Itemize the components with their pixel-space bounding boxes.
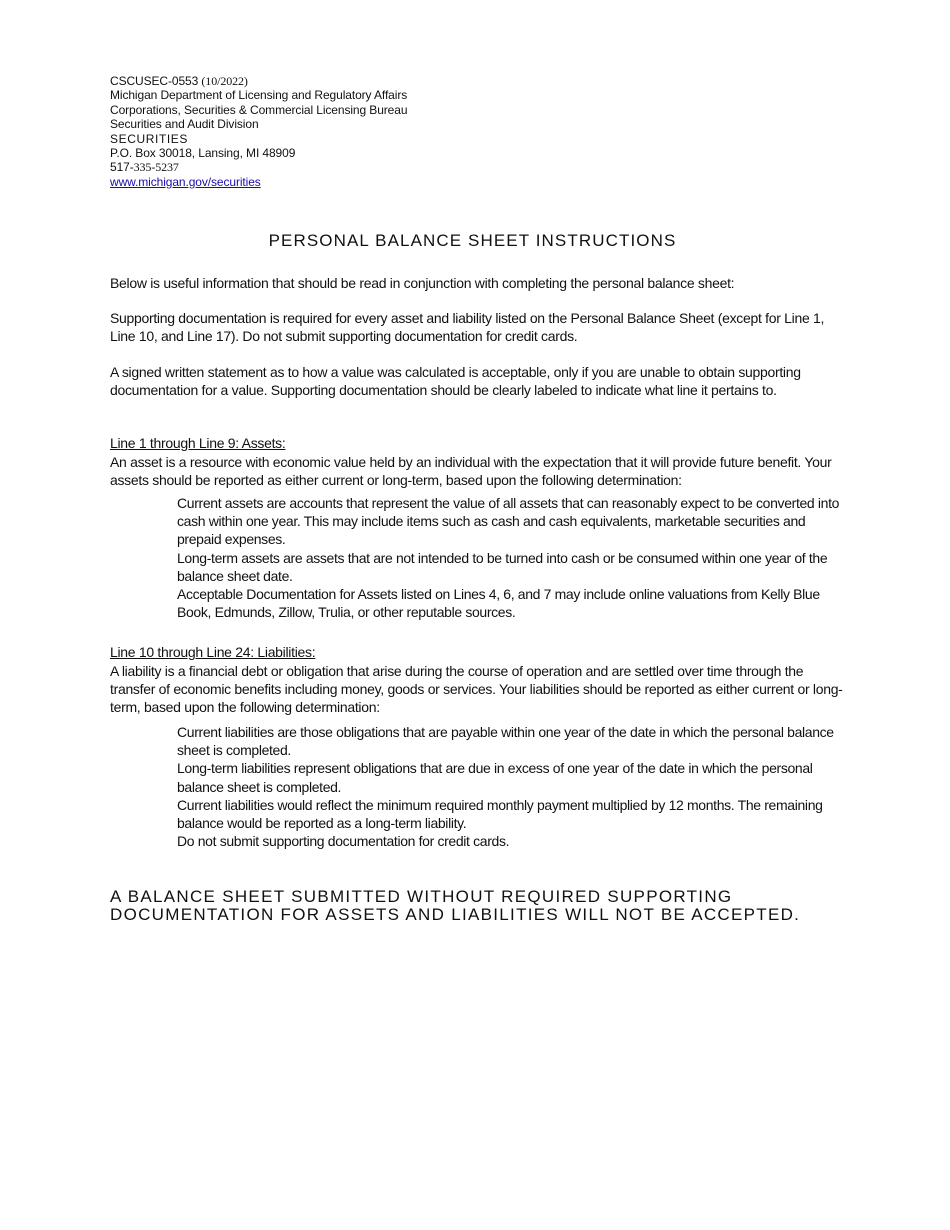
liabilities-description: A liability is a financial debt or obligation that arise during the course of operation and are settled over time through the transfer of economic benefits including money, goods or services. Your liabilities should be reported as either current or long-term, based upon the following determination: — [110, 663, 843, 716]
current-liabilities-item: Current liabilities are those obligations that are payable within one year of the date in which the personal balance sheet is completed. — [177, 724, 834, 759]
liabilities-heading: Line 10 through Line 24: Liabilities: — [110, 644, 316, 660]
department-name: Michigan Department of Licensing and Regulatory Affairs — [110, 88, 408, 103]
bureau-name: Corporations, Securities & Commercial Licensing Bureau — [110, 102, 408, 117]
phone-prefix: 517- — [110, 160, 134, 175]
current-assets-item: Current assets are accounts that represent the value of all assets that can reasonably expect to be converted into cash within one year. This may include items such as cash and cash equivalents, marketable securities and prepaid expenses. — [177, 495, 840, 548]
signed-statement-paragraph: A signed written statement as to how a value was calculated is acceptable, only if you are unable to obtain supporting documentation for a value. Supporting documentation should be clearly labeled to indicate what line it pertains to. — [110, 364, 801, 399]
phone-rest: 335-5237 — [133, 160, 179, 175]
division-name: Securities and Audit Division — [110, 117, 259, 132]
liabilities-details — [177, 723, 845, 850]
mailing-address: P.O. Box 30018, Lansing, MI 48909 — [110, 146, 296, 161]
monthly-payment-item: Current liabilities would reflect the minimum required monthly payment multiplied by 12 months. The remaining balance would be reported as a long-term liability. — [177, 796, 823, 832]
supporting-documentation-paragraph: Supporting documentation is required for every asset and liability listed on the Personal Balance Sheet (except for Line 1, Line 10, and Line 17). Do not submit supporting documentation for credit cards. — [110, 310, 825, 345]
unit-name: SECURITIES — [110, 131, 189, 146]
form-id-line — [110, 74, 407, 88]
assets-details — [177, 494, 845, 621]
asset-documentation-item: Acceptable Documentation for Assets listed on Lines 4, 6, and 7 may include online valuations from Kelly Blue Book, Edmunds, Zillow, Trulia, or other reputable sources. — [177, 586, 820, 621]
form-code: CSCUSEC-0553 — [110, 74, 199, 88]
acceptance-warning: A BALANCE SHEET SUBMITTED WITHOUT REQUIRED SUPPORTING DOCUMENTATION FOR ASSETS AND LIABILITIES WILL NOT BE ACCEPTED. — [110, 887, 801, 924]
website-link[interactable]: www.michigan.gov/securities — [110, 174, 261, 189]
intro-paragraph: Below is useful information that should be read in conjunction with completing the personal balance sheet: — [110, 275, 735, 291]
credit-card-item: Do not submit supporting documentation for credit cards. — [177, 833, 510, 850]
page-title: PERSONAL BALANCE SHEET INSTRUCTIONS — [268, 231, 677, 250]
agency-header — [110, 74, 407, 189]
phone-number — [110, 160, 407, 174]
long-term-liabilities-item: Long-term liabilities represent obligations that are due in excess of one year of the date in which the personal balance sheet is completed. — [177, 760, 813, 795]
assets-description: An asset is a resource with economic value held by an individual with the expectation that it will provide future benefit. Your assets should be reported as either current or long-term, based upon the following determination: — [110, 454, 832, 489]
assets-heading: Line 1 through Line 9: Assets: — [110, 435, 286, 451]
long-term-assets-item: Long-term assets are assets that are not intended to be turned into cash or be consumed within one year of the balance sheet date. — [177, 549, 828, 584]
form-date: (10/2022) — [201, 74, 248, 88]
